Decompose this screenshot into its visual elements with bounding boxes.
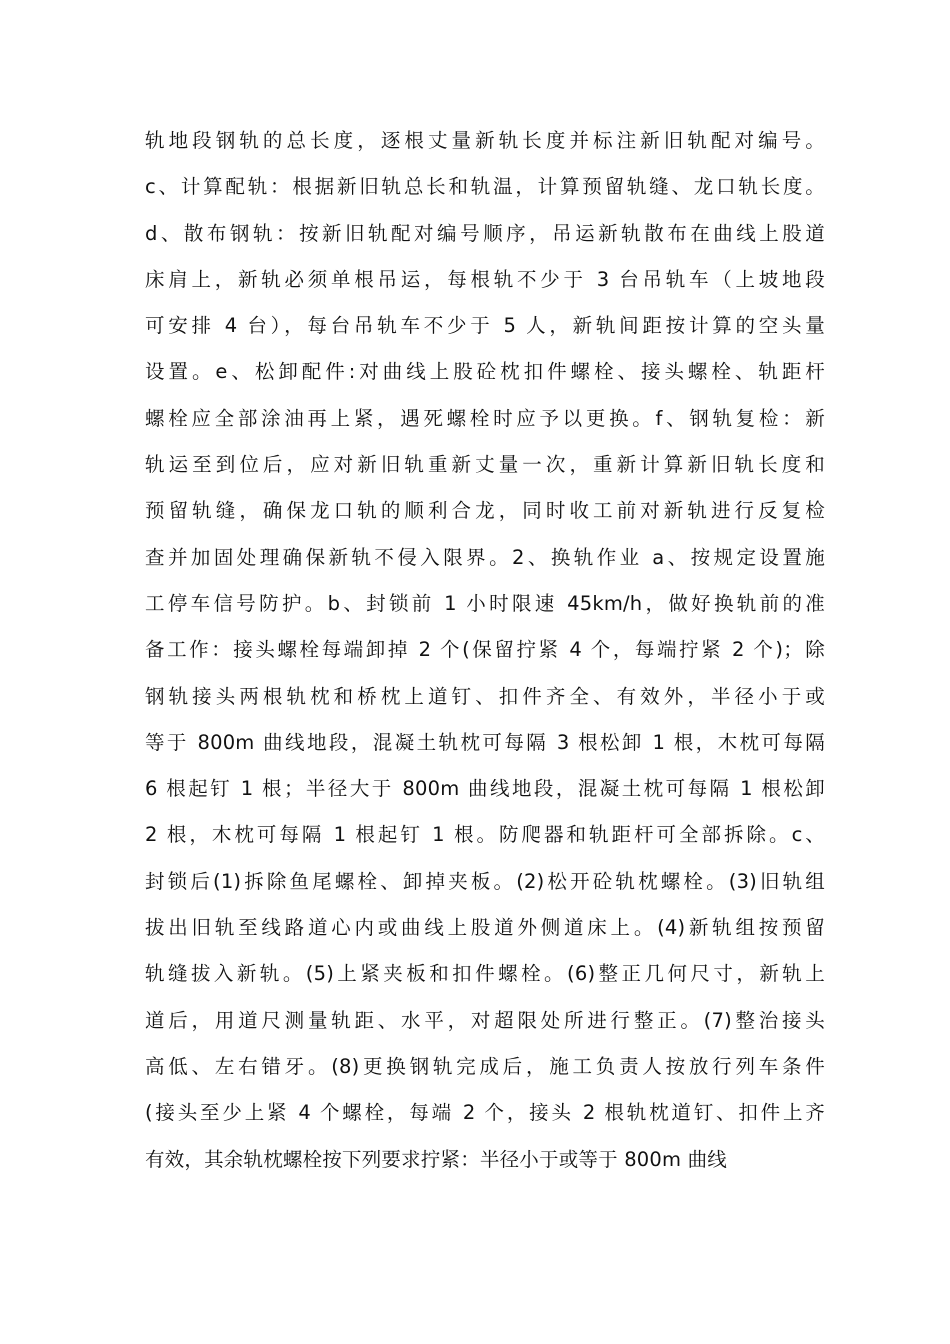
text-line: 拔出旧轨至线路道心内或曲线上股道外侧道床上。(4)新轨组按预留 <box>145 916 825 940</box>
text-line: 设置。e、松卸配件:对曲线上股砼枕扣件螺栓、接头螺栓、轨距杆 <box>145 360 825 384</box>
text-line: 轨地段钢轨的总长度，逐根丈量新轨长度并标注新旧轨配对编号。 <box>145 129 825 152</box>
text-line: 道后，用道尺测量轨距、水平，对超限处所进行整正。(7)整治接头 <box>145 1008 825 1032</box>
text-line: 床肩上，新轨必须单根吊运，每根轨不少于 3 台吊轨车（上坡地段 <box>145 267 825 291</box>
document-body <box>145 118 825 1183</box>
text-line: 备工作：接头螺栓每端卸掉 2 个(保留拧紧 4 个，每端拧紧 2 个)；除 <box>145 638 825 662</box>
text-line: d、散布钢轨：按新旧轨配对编号顺序，吊运新轨散布在曲线上股道 <box>145 221 825 245</box>
text-line: 有效，其余轨枕螺栓按下列要求拧紧：半径小于或等于 800m 曲线 <box>145 1147 728 1171</box>
text-line: 查并加固处理确保新轨不侵入限界。2、换轨作业 a、按规定设置施 <box>145 545 825 569</box>
text-line: 高低、左右错牙。(8)更换钢轨完成后，施工负责人按放行列车条件 <box>145 1054 825 1078</box>
text-line: 2 根，木枕可每隔 1 根起钉 1 根。防爬器和轨距杆可全部拆除。c、 <box>145 823 825 847</box>
text-line: 轨缝拔入新轨。(5)上紧夹板和扣件螺栓。(6)整正几何尺寸，新轨上 <box>145 962 825 986</box>
text-line: 等于 800m 曲线地段，混凝土轨枕可每隔 3 根松卸 1 根，木枕可每隔 <box>145 730 825 754</box>
text-line: 预留轨缝，确保龙口轨的顺利合龙，同时收工前对新轨进行反复检 <box>145 499 825 523</box>
text-line: 封锁后(1)拆除鱼尾螺栓、卸掉夹板。(2)松开砼轨枕螺栓。(3)旧轨组 <box>145 869 825 893</box>
text-line: c、计算配轨：根据新旧轨总长和轨温，计算预留轨缝、龙口轨长度。 <box>145 175 825 199</box>
text-line: (接头至少上紧 4 个螺栓，每端 2 个，接头 2 根轨枕道钉、扣件上齐 <box>145 1101 825 1125</box>
text-line: 螺栓应全部涂油再上紧，遇死螺栓时应予以更换。f、钢轨复检：新 <box>145 406 825 430</box>
text-line: 6 根起钉 1 根；半径大于 800m 曲线地段，混凝土枕可每隔 1 根松卸 <box>145 777 825 801</box>
text-line: 轨运至到位后，应对新旧轨重新丈量一次，重新计算新旧轨长度和 <box>145 453 825 477</box>
text-line: 可安排 4 台），每台吊轨车不少于 5 人，新轨间距按计算的空头量 <box>145 314 825 338</box>
text-line: 工停车信号防护。b、封锁前 1 小时限速 45km/h，做好换轨前的准 <box>145 591 825 615</box>
text-line: 钢轨接头两根轨枕和桥枕上道钉、扣件齐全、有效外，半径小于或 <box>145 684 825 708</box>
